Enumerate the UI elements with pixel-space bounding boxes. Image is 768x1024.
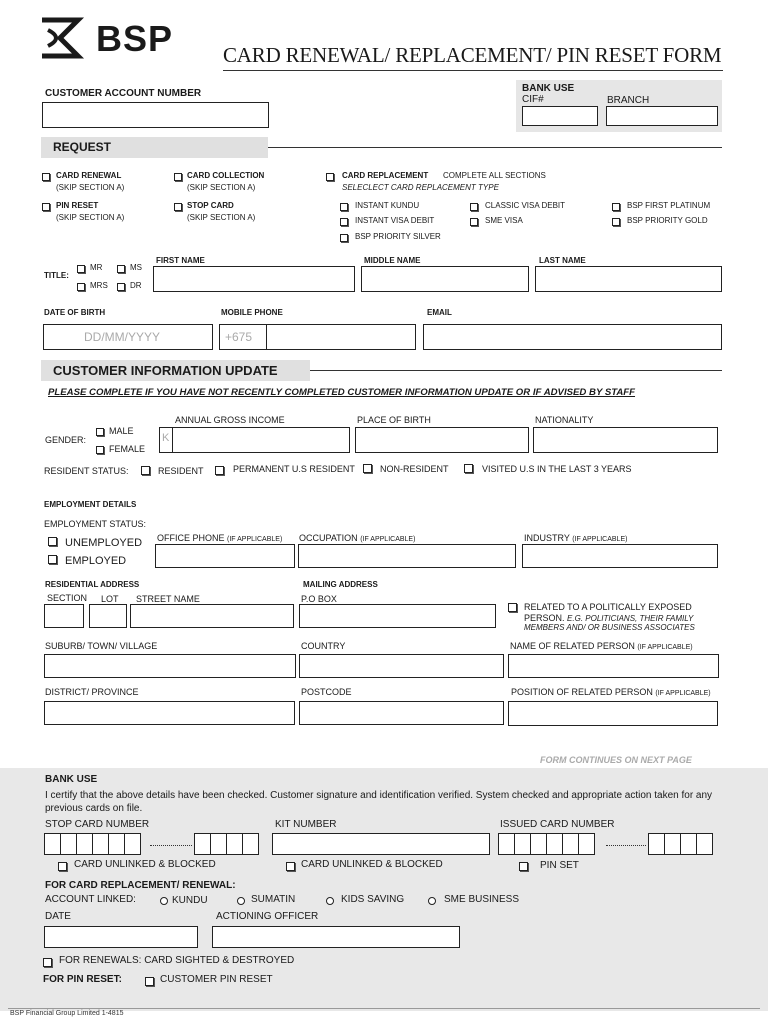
pep-line1: RELATED TO A POLITICALLY EXPOSED (524, 602, 692, 612)
pep-line2-wrap (524, 613, 693, 623)
sumatin-label: SUMATIN (251, 894, 296, 905)
brand-name: BSP (96, 18, 174, 59)
related-position-field[interactable] (508, 701, 718, 726)
bsp-priority-gold-label: BSP PRIORITY GOLD (627, 216, 708, 225)
mr-label: MR (90, 263, 103, 272)
card-unlinked-checkbox-1[interactable] (58, 862, 67, 871)
bsp-first-platinum-label: BSP FIRST PLATINUM (627, 201, 711, 210)
related-name-text: NAME OF RELATED PERSON (510, 641, 635, 651)
male-checkbox[interactable] (96, 428, 104, 436)
card-replacement-label: CARD REPLACEMENT (342, 171, 429, 180)
email-field[interactable] (423, 324, 722, 350)
card-renewal-label: CARD RENEWAL (56, 171, 122, 180)
pin-reset-label: PIN RESET (56, 201, 99, 210)
ciu-rule (310, 370, 722, 371)
unemployed-checkbox[interactable] (48, 537, 57, 546)
card-collection-note: (SKIP SECTION A) (187, 183, 256, 192)
card-renewal-note: (SKIP SECTION A) (56, 183, 125, 192)
footer-rule (8, 1008, 760, 1009)
male-label: MALE (109, 426, 134, 436)
lot-label: LOT (101, 594, 119, 604)
card-replacement-checkbox[interactable] (326, 173, 334, 181)
pep-line2: PERSON. (524, 613, 565, 623)
bsp-priority-silver-checkbox[interactable] (340, 234, 348, 242)
bsp-first-platinum-checkbox[interactable] (612, 203, 620, 211)
middle-name-label: MIDDLE NAME (364, 256, 421, 265)
section-field[interactable] (44, 604, 84, 628)
po-box-field[interactable] (299, 604, 496, 628)
suburb-field[interactable] (44, 654, 296, 678)
actioning-officer-field[interactable] (212, 926, 460, 948)
renewals-checkbox[interactable] (43, 958, 52, 967)
related-name-field[interactable] (508, 654, 719, 678)
kundu-radio[interactable] (160, 897, 168, 905)
classic-visa-debit-label: CLASSIC VISA DEBIT (485, 201, 566, 210)
header-rule (223, 70, 723, 71)
office-phone-text: OFFICE PHONE (157, 533, 225, 543)
for-replacement-heading: FOR CARD REPLACEMENT/ RENEWAL: (45, 880, 236, 891)
female-checkbox[interactable] (96, 446, 104, 454)
account-linked-label: ACCOUNT LINKED: (45, 894, 136, 905)
related-name-label (510, 641, 693, 651)
title-label: TITLE: (44, 271, 69, 280)
card-unlinked-label-1: CARD UNLINKED & BLOCKED (74, 859, 216, 870)
card-collection-checkbox[interactable] (174, 173, 182, 181)
card-collection-label: CARD COLLECTION (187, 171, 265, 180)
resident-checkbox[interactable] (141, 466, 150, 475)
request-heading: REQUEST (41, 137, 268, 158)
branch-label: BRANCH (607, 95, 650, 106)
date-field[interactable] (44, 926, 198, 948)
stop-card-number-dots (150, 845, 192, 846)
card-unlinked-label-2: CARD UNLINKED & BLOCKED (301, 859, 443, 870)
request-rule (268, 147, 722, 148)
instant-visa-debit-label: INSTANT VISA DEBIT (355, 216, 435, 225)
stop-card-label: STOP CARD (187, 201, 234, 210)
place-of-birth-label: PLACE OF BIRTH (357, 415, 431, 425)
related-position-note: (IF APPLICABLE) (655, 690, 711, 697)
non-resident-label: NON-RESIDENT (380, 464, 449, 474)
card-renewal-checkbox[interactable] (42, 173, 50, 181)
visited-us-label: VISITED U.S IN THE LAST 3 YEARS (482, 464, 632, 474)
kids-saving-label: KIDS SAVING (341, 894, 405, 905)
mrs-checkbox[interactable] (77, 283, 85, 291)
po-box-label: P.O BOX (301, 594, 337, 604)
date-label: DATE (45, 911, 71, 922)
stop-card-number-label: STOP CARD NUMBER (45, 819, 150, 830)
pin-reset-note: (SKIP SECTION A) (56, 213, 125, 222)
district-label: DISTRICT/ PROVINCE (45, 687, 139, 697)
kids-saving-radio[interactable] (326, 897, 334, 905)
bank-use-top-title: BANK USE (522, 83, 575, 94)
renewals-label: FOR RENEWALS: CARD SIGHTED & DESTROYED (59, 955, 295, 966)
lot-field[interactable] (89, 604, 127, 628)
branch-field[interactable] (606, 106, 718, 126)
last-name-field[interactable] (535, 266, 722, 292)
mobile-prefix: +675 (225, 330, 253, 344)
sme-business-radio[interactable] (428, 897, 436, 905)
dr-checkbox[interactable] (117, 283, 125, 291)
stop-card-checkbox[interactable] (174, 203, 182, 211)
mrs-label: MRS (90, 281, 108, 290)
nationality-label: NATIONALITY (535, 415, 594, 425)
cif-field[interactable] (522, 106, 598, 126)
country-label: COUNTRY (301, 641, 346, 651)
female-label: FEMALE (109, 444, 146, 454)
last-name-label: LAST NAME (539, 256, 586, 265)
suburb-label: SUBURB/ TOWN/ VILLAGE (45, 641, 158, 651)
employment-details-heading: EMPLOYMENT DETAILS (44, 500, 137, 509)
pep-checkbox[interactable] (508, 603, 517, 612)
income-prefix: K (162, 432, 170, 444)
related-position-label (511, 687, 711, 697)
card-unlinked-checkbox-2[interactable] (286, 862, 295, 871)
postcode-field[interactable] (299, 701, 504, 725)
district-field[interactable] (44, 701, 295, 725)
unemployed-label: UNEMPLOYED (65, 537, 143, 549)
employment-status-label: EMPLOYMENT STATUS: (44, 519, 147, 529)
bank-use-title: BANK USE (45, 774, 98, 785)
non-resident-checkbox[interactable] (363, 464, 372, 473)
office-phone-note: (IF APPLICABLE) (227, 536, 283, 543)
mobile-field[interactable] (266, 324, 416, 350)
mailing-address-heading: MAILING ADDRESS (303, 580, 378, 589)
permanent-us-label: PERMANENT U.S RESIDENT (233, 464, 355, 474)
place-of-birth-field[interactable] (355, 427, 529, 453)
stop-card-note: (SKIP SECTION A) (187, 213, 256, 222)
first-name-field[interactable] (153, 266, 355, 292)
pin-reset-checkbox[interactable] (42, 203, 50, 211)
occupation-text: OCCUPATION (299, 533, 358, 543)
industry-text: INDUSTRY (524, 533, 570, 543)
dob-placeholder: DD/MM/YYYY (84, 330, 161, 344)
bsp-priority-silver-label: BSP PRIORITY SILVER (355, 232, 441, 241)
form-title: CARD RENEWAL/ REPLACEMENT/ PIN RESET FORM (223, 43, 722, 67)
first-name-label: FIRST NAME (156, 256, 205, 265)
form-continues-note: FORM CONTINUES ON NEXT PAGE (540, 755, 692, 765)
kit-number-field[interactable] (272, 833, 490, 855)
occupation-note: (IF APPLICABLE) (360, 536, 416, 543)
country-field[interactable] (299, 654, 504, 678)
mobile-label: MOBILE PHONE (221, 308, 283, 317)
account-number-label: CUSTOMER ACCOUNT NUMBER (45, 88, 202, 99)
annual-income-field[interactable] (172, 427, 350, 453)
issued-card-number-label: ISSUED CARD NUMBER (500, 819, 615, 830)
sme-visa-checkbox[interactable] (470, 218, 478, 226)
office-phone-label (157, 533, 282, 543)
footer-text: BSP Financial Group Limited 1-4815 (10, 1010, 124, 1017)
bank-use-certify: I certify that the above details have been checked. Customer signature and identification verified. System checked and appropriate action taken for any previous cards on file. (45, 790, 713, 814)
postcode-label: POSTCODE (301, 687, 352, 697)
gender-label: GENDER: (45, 435, 87, 445)
card-replacement-sub: SELECLECT CARD REPLACEMENT TYPE (342, 183, 499, 192)
mr-checkbox[interactable] (77, 265, 85, 273)
issued-card-number-cells-a[interactable] (498, 833, 594, 855)
employed-checkbox[interactable] (48, 555, 57, 564)
instant-visa-debit-checkbox[interactable] (340, 218, 348, 226)
dr-label: DR (130, 281, 142, 290)
middle-name-field[interactable] (361, 266, 529, 292)
instant-kundu-checkbox[interactable] (340, 203, 348, 211)
sme-visa-label: SME VISA (485, 216, 523, 225)
pin-set-label: PIN SET (540, 860, 579, 871)
residential-address-heading: RESIDENTIAL ADDRESS (45, 580, 140, 589)
sme-business-label: SME BUSINESS (444, 894, 520, 905)
resident-status-label: RESIDENT STATUS: (44, 466, 129, 476)
permanent-us-checkbox[interactable] (215, 466, 224, 475)
pep-eg: E.G. POLITICIANS, THEIR FAMILY (567, 614, 694, 623)
account-number-field[interactable] (42, 102, 269, 128)
related-name-note: (IF APPLICABLE) (637, 644, 693, 651)
bsp-priority-gold-checkbox[interactable] (612, 218, 620, 226)
occupation-field[interactable] (298, 544, 516, 568)
classic-visa-debit-checkbox[interactable] (470, 203, 478, 211)
card-replacement-note: COMPLETE ALL SECTIONS (443, 171, 546, 180)
stop-card-number-cells-a[interactable] (44, 833, 140, 855)
annual-income-label: ANNUAL GROSS INCOME (175, 415, 285, 425)
industry-field[interactable] (522, 544, 718, 568)
ciu-heading: CUSTOMER INFORMATION UPDATE (41, 360, 310, 381)
kundu-label: KUNDU (172, 895, 208, 906)
instant-kundu-label: INSTANT KUNDU (355, 201, 420, 210)
cif-label: CIF# (522, 94, 544, 105)
employed-label: EMPLOYED (65, 555, 127, 567)
street-name-label: STREET NAME (136, 594, 200, 604)
actioning-officer-label: ACTIONING OFFICER (216, 911, 319, 922)
issued-card-number-cells-b[interactable] (648, 833, 712, 855)
stop-card-number-cells-b[interactable] (194, 833, 258, 855)
office-phone-field[interactable] (155, 544, 295, 568)
ciu-instruction: PLEASE COMPLETE IF YOU HAVE NOT RECENTLY COMPLETED CUSTOMER INFORMATION UPDATE OR IF ADVISED BY STAFF (48, 387, 636, 398)
customer-pin-reset-checkbox[interactable] (145, 977, 154, 986)
ms-label: MS (130, 263, 142, 272)
related-position-text: POSITION OF RELATED PERSON (511, 687, 653, 697)
section-label: SECTION (47, 593, 88, 603)
pep-line3: MEMBERS AND/ OR BUSINESS ASSOCIATES (524, 623, 695, 632)
nationality-field[interactable] (533, 427, 718, 453)
street-name-field[interactable] (130, 604, 294, 628)
ms-checkbox[interactable] (117, 265, 125, 273)
dob-label: DATE OF BIRTH (44, 308, 106, 317)
for-pin-reset-label: FOR PIN RESET: (43, 974, 122, 985)
industry-label (524, 533, 627, 543)
industry-note: (IF APPLICABLE) (572, 536, 628, 543)
customer-pin-reset-label: CUSTOMER PIN RESET (160, 974, 273, 985)
bsp-logo-mark (38, 16, 88, 62)
kit-number-label: KIT NUMBER (275, 819, 337, 830)
visited-us-checkbox[interactable] (464, 464, 473, 473)
occupation-label (299, 533, 415, 543)
email-label: EMAIL (427, 308, 452, 317)
pin-set-checkbox[interactable] (519, 862, 528, 871)
issued-card-number-dots (606, 845, 646, 846)
resident-label: RESIDENT (158, 466, 204, 476)
sumatin-radio[interactable] (237, 897, 245, 905)
